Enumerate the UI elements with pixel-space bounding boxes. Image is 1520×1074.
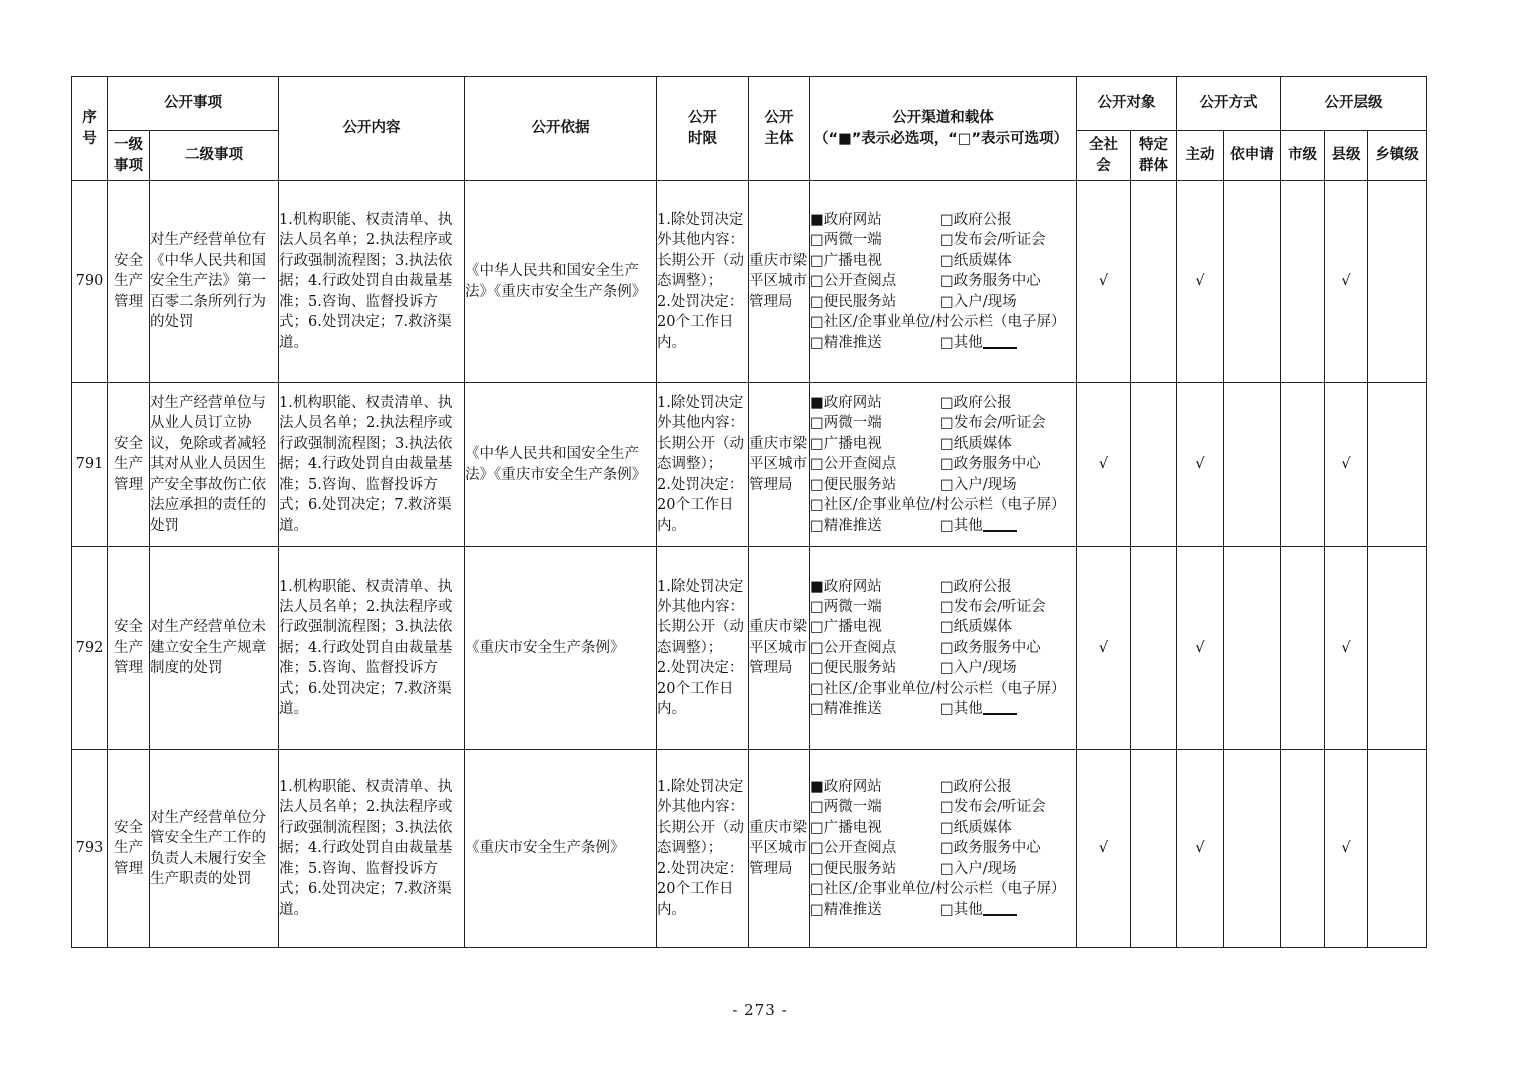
channel-precise-push: □精准推送 <box>810 901 882 918</box>
cell-content: 1.机构职能、权责清单、执法人员名单；2.执法程序或行政强制流程图；3.执法依据；4.行政处罚自由裁量基准；5.咨询、监督投诉方式；6.处罚决定；7.救济渠道。 <box>279 383 465 547</box>
channel-paper-media: □纸质媒体 <box>940 435 1012 452</box>
channel-gov-site: ■政府网站 <box>810 779 882 796</box>
other-blank-line <box>983 516 1017 532</box>
header-level-county: 县级 <box>1325 131 1368 181</box>
cell-content: 1.机构职能、权责清单、执法人员名单；2.执法程序或行政强制流程图；3.执法依据；4.行政处罚自由裁量基准；5.咨询、监督投诉方式；6.处罚决定；7.救济渠道。 <box>279 750 465 948</box>
channel-two-micro: □两微一端 <box>810 232 882 249</box>
cell-subject: 重庆市梁平区城市管理局 <box>749 181 810 383</box>
cell-level-city <box>1281 383 1325 547</box>
channel-service-center: □政务服务中心 <box>940 456 1041 473</box>
channel-door-site: □入户/现场 <box>940 476 1017 493</box>
cell-mode-active: √ <box>1177 181 1224 383</box>
cell-subject: 重庆市梁平区城市管理局 <box>749 750 810 948</box>
channel-convenience: □便民服务站 <box>810 660 897 677</box>
cell-content: 1.机构职能、权责清单、执法人员名单；2.执法程序或行政强制流程图；3.执法依据；4.行政处罚自由裁量基准；5.咨询、监督投诉方式；6.处罚决定；7.救济渠道。 <box>279 181 465 383</box>
cell-content: 1.机构职能、权责清单、执法人员名单；2.执法程序或行政强制流程图；3.执法依据；4.行政处罚自由裁量基准；5.咨询、监督投诉方式；6.处罚决定；7.救济渠道。 <box>279 547 465 750</box>
channel-list-bottom <box>810 516 1076 536</box>
cell-target-all: √ <box>1077 181 1131 383</box>
channel-community-board: □社区/企事业单位/村公示栏（电子屏） <box>810 680 1066 697</box>
table-row <box>72 383 1427 547</box>
table-body <box>72 181 1427 948</box>
cell-mode-active: √ <box>1177 547 1224 750</box>
header-subject: 公开主体 <box>749 77 810 181</box>
cell-item-l2: 对生产经营单位未建立安全生产规章制度的处罚 <box>150 547 279 750</box>
cell-subject: 重庆市梁平区城市管理局 <box>749 383 810 547</box>
cell-mode-active: √ <box>1177 383 1224 547</box>
channel-service-center: □政务服务中心 <box>940 273 1041 290</box>
channel-convenience: □便民服务站 <box>810 293 897 310</box>
channel-other-label: □其他 <box>940 334 983 351</box>
channel-service-center: □政务服务中心 <box>940 840 1041 857</box>
header-time-limit: 公开时限 <box>657 77 749 181</box>
header-item-l2: 二级事项 <box>150 131 279 181</box>
header-channel-title: 公开渠道和载体 <box>892 110 994 127</box>
channel-door-site: □入户/现场 <box>940 660 1017 677</box>
channel-gov-bulletin: □政府公报 <box>940 395 1012 412</box>
header-level-group: 公开层级 <box>1281 77 1427 131</box>
channel-list-bottom <box>810 333 1076 353</box>
cell-mode-apply <box>1224 750 1281 948</box>
channel-service-center: □政务服务中心 <box>940 639 1041 656</box>
cell-time-limit: 1.除处罚决定外其他内容：长期公开（动态调整）； 2.处罚决定：20个工作日内。 <box>657 547 749 750</box>
channel-radio-tv: □广播电视 <box>810 252 882 269</box>
cell-seq: 792 <box>72 547 108 750</box>
table-row <box>72 547 1427 750</box>
channel-community-board: □社区/企事业单位/村公示栏（电子屏） <box>810 881 1066 898</box>
cell-level-city <box>1281 181 1325 383</box>
channel-other-label: □其他 <box>940 701 983 718</box>
cell-channels <box>810 383 1077 547</box>
cell-target-all: √ <box>1077 547 1131 750</box>
cell-time-limit: 1.除处罚决定外其他内容：长期公开（动态调整）； 2.处罚决定：20个工作日内。 <box>657 750 749 948</box>
channel-convenience: □便民服务站 <box>810 860 897 877</box>
cell-level-town <box>1368 181 1427 383</box>
header-channel <box>810 77 1077 181</box>
header-target-all: 全社会 <box>1077 131 1131 181</box>
channel-press-hearing: □发布会/听证会 <box>940 598 1046 615</box>
cell-time-limit: 1.除处罚决定外其他内容：长期公开（动态调整）； 2.处罚决定：20个工作日内。 <box>657 383 749 547</box>
cell-basis: 《重庆市安全生产条例》 <box>465 547 657 750</box>
cell-target-specific <box>1131 181 1177 383</box>
cell-level-county: √ <box>1325 383 1368 547</box>
channel-convenience: □便民服务站 <box>810 476 897 493</box>
cell-basis: 《中华人民共和国安全生产法》《重庆市安全生产条例》 <box>465 181 657 383</box>
channel-paper-media: □纸质媒体 <box>940 252 1012 269</box>
channel-press-hearing: □发布会/听证会 <box>940 232 1046 249</box>
channel-public-reading: □公开查阅点 <box>810 456 897 473</box>
channel-gov-site: ■政府网站 <box>810 212 882 229</box>
channel-other <box>940 516 1076 536</box>
channel-press-hearing: □发布会/听证会 <box>940 415 1046 432</box>
channel-precise-push: □精准推送 <box>810 334 882 351</box>
cell-seq: 790 <box>72 181 108 383</box>
channel-gov-site: ■政府网站 <box>810 395 882 412</box>
channel-community-board: □社区/企事业单位/村公示栏（电子屏） <box>810 497 1066 514</box>
other-blank-line <box>983 333 1017 349</box>
channel-public-reading: □公开查阅点 <box>810 840 897 857</box>
channel-door-site: □入户/现场 <box>940 293 1017 310</box>
header-mode-apply: 依申请 <box>1224 131 1281 181</box>
cell-target-all: √ <box>1077 383 1131 547</box>
cell-item-l2: 对生产经营单位分管安全生产工作的负责人未履行安全生产职责的处罚 <box>150 750 279 948</box>
cell-level-county: √ <box>1325 547 1368 750</box>
channel-radio-tv: □广播电视 <box>810 435 882 452</box>
channel-radio-tv: □广播电视 <box>810 819 882 836</box>
cell-mode-apply <box>1224 547 1281 750</box>
channel-other <box>940 333 1076 353</box>
channel-two-micro: □两微一端 <box>810 799 882 816</box>
cell-seq: 793 <box>72 750 108 948</box>
channel-public-reading: □公开查阅点 <box>810 273 897 290</box>
table-row <box>72 181 1427 383</box>
channel-list <box>810 210 1076 312</box>
cell-item-l1: 安全生产管理 <box>108 750 150 948</box>
channel-two-micro: □两微一端 <box>810 415 882 432</box>
cell-subject: 重庆市梁平区城市管理局 <box>749 547 810 750</box>
header-item-group: 公开事项 <box>108 77 279 131</box>
cell-time-limit: 1.除处罚决定外其他内容：长期公开（动态调整）； 2.处罚决定：20个工作日内。 <box>657 181 749 383</box>
cell-basis: 《中华人民共和国安全生产法》《重庆市安全生产条例》 <box>465 383 657 547</box>
header-target-group: 公开对象 <box>1077 77 1177 131</box>
header-mode-group: 公开方式 <box>1177 77 1281 131</box>
cell-level-county: √ <box>1325 181 1368 383</box>
cell-target-all: √ <box>1077 750 1131 948</box>
channel-gov-bulletin: □政府公报 <box>940 779 1012 796</box>
header-level-city: 市级 <box>1281 131 1325 181</box>
header-channel-note: （“■”表示必选项，“□”表示可选项） <box>814 130 1069 147</box>
channel-paper-media: □纸质媒体 <box>940 619 1012 636</box>
cell-item-l2: 对生产经营单位有《中华人民共和国安全生产法》第一百零二条所列行为的处罚 <box>150 181 279 383</box>
channel-press-hearing: □发布会/听证会 <box>940 799 1046 816</box>
channel-list <box>810 393 1076 495</box>
channel-list-bottom <box>810 699 1076 719</box>
table-row <box>72 750 1427 948</box>
cell-channels <box>810 750 1077 948</box>
cell-channels <box>810 181 1077 383</box>
channel-gov-bulletin: □政府公报 <box>940 212 1012 229</box>
header-basis: 公开依据 <box>465 77 657 181</box>
cell-seq: 791 <box>72 383 108 547</box>
channel-precise-push: □精准推送 <box>810 701 882 718</box>
cell-mode-active: √ <box>1177 750 1224 948</box>
cell-item-l1: 安全生产管理 <box>108 181 150 383</box>
cell-item-l1: 安全生产管理 <box>108 383 150 547</box>
channel-public-reading: □公开查阅点 <box>810 639 897 656</box>
cell-item-l1: 安全生产管理 <box>108 547 150 750</box>
cell-level-city <box>1281 547 1325 750</box>
header-seq: 序号 <box>72 77 108 181</box>
cell-mode-apply <box>1224 181 1281 383</box>
channel-list <box>810 577 1076 679</box>
header-mode-active: 主动 <box>1177 131 1224 181</box>
cell-mode-apply <box>1224 383 1281 547</box>
cell-level-town <box>1368 547 1427 750</box>
cell-level-town <box>1368 750 1427 948</box>
cell-item-l2: 对生产经营单位与从业人员订立协议，免除或者减轻其对从业人员因生产安全事故伤亡依法应承担的责任的处罚 <box>150 383 279 547</box>
header-content: 公开内容 <box>279 77 465 181</box>
channel-paper-media: □纸质媒体 <box>940 819 1012 836</box>
header-item-l1: 一级事项 <box>108 131 150 181</box>
channel-other-label: □其他 <box>940 901 983 918</box>
channel-gov-site: ■政府网站 <box>810 578 882 595</box>
channel-list <box>810 777 1076 879</box>
cell-level-city <box>1281 750 1325 948</box>
cell-basis: 《重庆市安全生产条例》 <box>465 750 657 948</box>
cell-target-specific <box>1131 383 1177 547</box>
channel-other <box>940 699 1076 719</box>
cell-target-specific <box>1131 547 1177 750</box>
channel-two-micro: □两微一端 <box>810 598 882 615</box>
page-number: - 273 - <box>732 1001 788 1019</box>
channel-radio-tv: □广播电视 <box>810 619 882 636</box>
cell-level-town <box>1368 383 1427 547</box>
header-target-specific: 特定群体 <box>1131 131 1177 181</box>
disclosure-table <box>71 76 1427 948</box>
header-level-town: 乡镇级 <box>1368 131 1427 181</box>
other-blank-line <box>983 900 1017 916</box>
channel-community-board: □社区/企事业单位/村公示栏（电子屏） <box>810 314 1066 331</box>
channel-door-site: □入户/现场 <box>940 860 1017 877</box>
channel-list-bottom <box>810 900 1076 920</box>
channel-other <box>940 900 1076 920</box>
cell-channels <box>810 547 1077 750</box>
cell-target-specific <box>1131 750 1177 948</box>
channel-precise-push: □精准推送 <box>810 517 882 534</box>
channel-other-label: □其他 <box>940 517 983 534</box>
other-blank-line <box>983 699 1017 715</box>
cell-level-county: √ <box>1325 750 1368 948</box>
channel-gov-bulletin: □政府公报 <box>940 578 1012 595</box>
